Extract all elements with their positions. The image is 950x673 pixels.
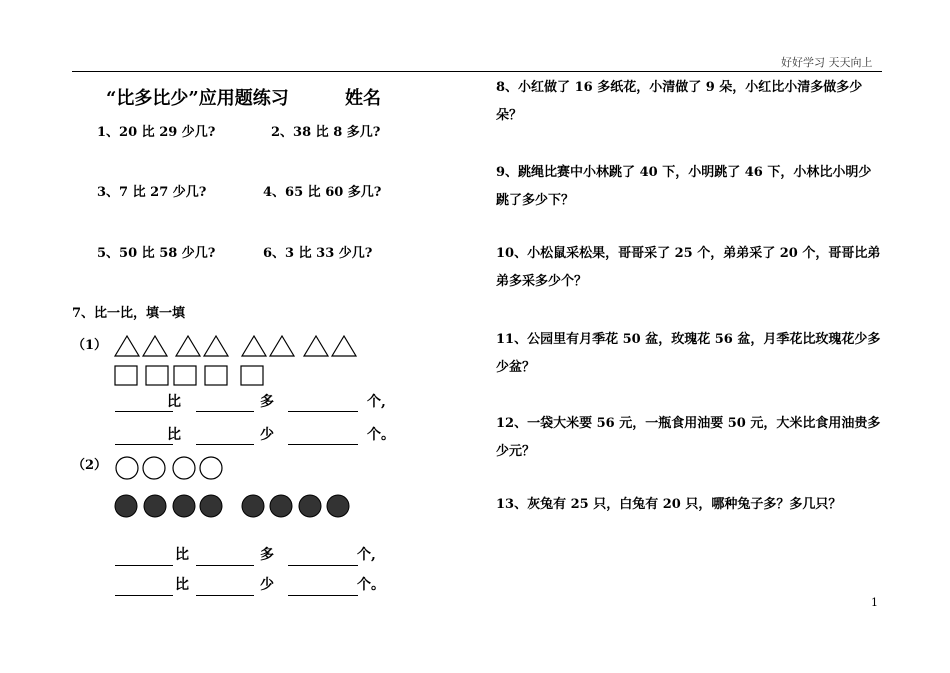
question-10: 10、小松鼠采松果，哥哥采了 25 个，弟弟采了 20 个，哥哥比弟弟多采多少个？ <box>496 246 881 289</box>
filled-circle-icon <box>144 495 166 517</box>
triangle-icon <box>204 336 228 356</box>
square-icon <box>146 366 168 385</box>
circle-icon <box>143 457 165 479</box>
question-12: 12、一袋大米要 56 元，一瓶食用油要 50 元，大米比食用油贵多少元？ <box>496 416 881 459</box>
squares-row <box>113 364 268 388</box>
bi-label: 比 <box>167 394 181 410</box>
triangle-icon <box>270 336 294 356</box>
ge-label: 个。 <box>357 577 385 593</box>
question-2: 2、38 比 8 多几? <box>271 125 381 140</box>
question-1: 1、20 比 29 少几? <box>97 125 216 140</box>
duo-label: 多 <box>260 394 274 410</box>
triangles-row <box>113 333 363 359</box>
blank-1c[interactable] <box>288 411 358 412</box>
triangle-icon <box>115 336 139 356</box>
blank-2f[interactable] <box>288 595 358 596</box>
filled-circle-icon <box>173 495 195 517</box>
blank-1e[interactable] <box>196 444 254 445</box>
bi-label: 比 <box>175 577 189 593</box>
blank-2b[interactable] <box>196 565 254 566</box>
ge-label: 个。 <box>367 427 395 443</box>
page-title: “比多比少”应用题练习 <box>106 88 289 109</box>
question-5: 5、50 比 58 少几? <box>97 246 216 261</box>
name-label: 姓名 <box>345 88 381 109</box>
question-11: 11、公园里有月季花 50 盆，玫瑰花 56 盆，月季花比玫瑰花少多少盆？ <box>496 332 881 375</box>
open-circles-row <box>113 454 228 482</box>
blank-2c[interactable] <box>288 565 358 566</box>
triangle-icon <box>332 336 356 356</box>
header-divider <box>72 71 882 72</box>
ge-label: 个, <box>357 547 376 563</box>
square-icon <box>205 366 227 385</box>
question-8: 8、小红做了 16 多纸花，小清做了 9 朵，小红比小清多做多少朵？ <box>496 80 863 123</box>
square-icon <box>115 366 137 385</box>
shao-label: 少 <box>260 577 274 593</box>
triangle-icon <box>176 336 200 356</box>
filled-circle-icon <box>270 495 292 517</box>
question-4: 4、65 比 60 多几? <box>263 185 382 200</box>
blank-2e[interactable] <box>196 595 254 596</box>
question-13: 13、灰兔有 25 只，白兔有 20 只，哪种兔子多？多几只？ <box>496 497 842 512</box>
page-number: 1 <box>871 596 878 609</box>
bi-label: 比 <box>167 427 181 443</box>
question-3: 3、7 比 27 少几? <box>97 185 207 200</box>
bi-label: 比 <box>175 547 189 563</box>
circle-icon <box>200 457 222 479</box>
triangle-icon <box>143 336 167 356</box>
filled-circle-icon <box>242 495 264 517</box>
ge-label: 个, <box>367 394 386 410</box>
filled-circle-icon <box>115 495 137 517</box>
circle-icon <box>173 457 195 479</box>
part-2-label: （2） <box>72 458 108 473</box>
duo-label: 多 <box>260 547 274 563</box>
question-6: 6、3 比 33 少几? <box>263 246 373 261</box>
shao-label: 少 <box>260 427 274 443</box>
part-1-label: （1） <box>72 338 108 353</box>
header-motto: 好好学习 天天向上 <box>781 56 873 69</box>
blank-1b[interactable] <box>196 411 254 412</box>
square-icon <box>174 366 196 385</box>
blank-1a[interactable] <box>115 411 173 412</box>
question-9: 9、跳绳比赛中小林跳了 40 下，小明跳了 46 下，小林比小明少跳了多少下？ <box>496 165 872 208</box>
square-icon <box>241 366 263 385</box>
filled-circle-icon <box>200 495 222 517</box>
filled-circle-icon <box>299 495 321 517</box>
triangle-icon <box>304 336 328 356</box>
circle-icon <box>116 457 138 479</box>
question-7-title: 7、比一比，填一填 <box>72 306 186 321</box>
blank-1f[interactable] <box>288 444 358 445</box>
filled-circles-row <box>113 492 358 520</box>
blank-1d[interactable] <box>115 444 173 445</box>
blank-2d[interactable] <box>115 595 173 596</box>
triangle-icon <box>242 336 266 356</box>
filled-circle-icon <box>327 495 349 517</box>
blank-2a[interactable] <box>115 565 173 566</box>
